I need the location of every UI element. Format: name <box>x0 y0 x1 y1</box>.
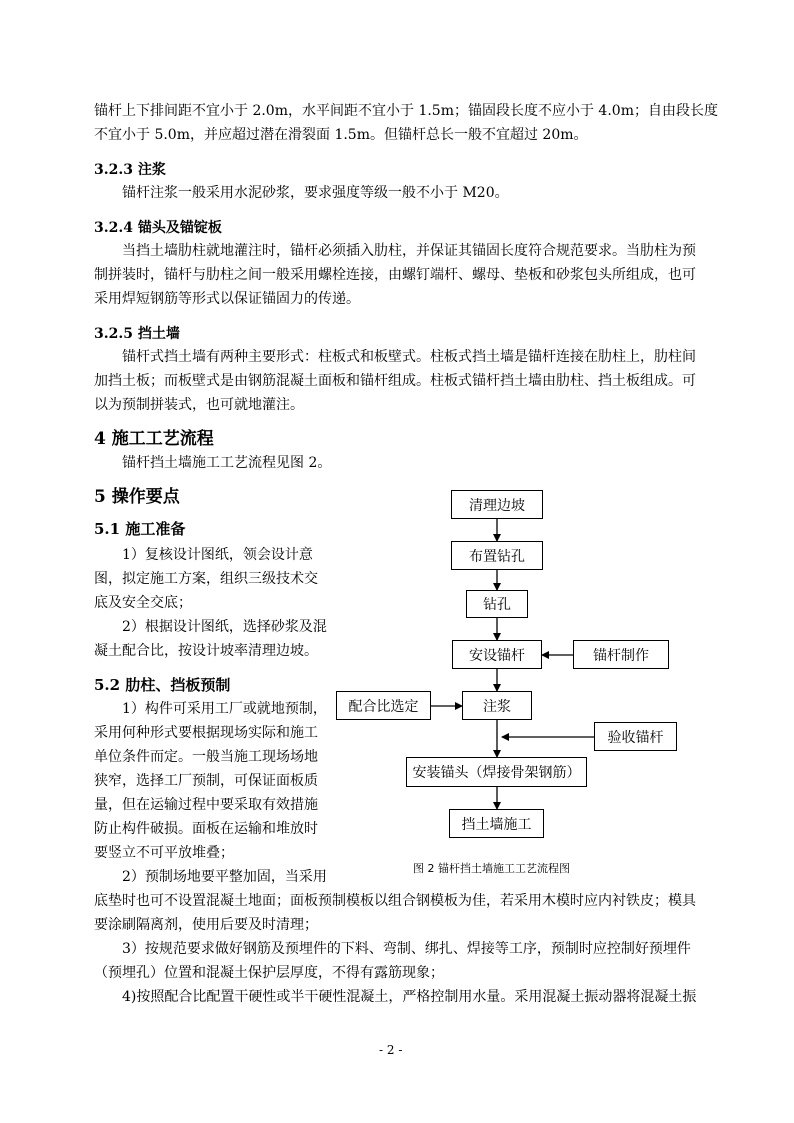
paragraph-line: 底垫时也可不设置混凝土地面；面板预制模板以组合钢模板为佳，若采用木模时应内衬铁皮；模具 <box>94 893 696 909</box>
paragraph-line: 要竖立不可平放堆叠； <box>94 845 234 861</box>
section-heading-3-2-5: 3.2.5 挡土墙 <box>94 326 180 342</box>
section-heading-5-2: 5.2 肋柱、挡板预制 <box>94 676 231 694</box>
paragraph-line: 采用焊短钢筋等形式以保证锚固力的传递。 <box>94 291 360 307</box>
paragraph-line: 采用何种形式要根据现场实际和施工 <box>94 725 318 741</box>
paragraph-line: 图，拟定施工方案，组织三级技术交 <box>94 571 318 587</box>
paragraph-line: 单位条件而定。一般当施工现场场地 <box>94 749 318 765</box>
paragraph-line: 4)按照配合比配置干硬性或半干硬性混凝土，严格控制用水量。采用混凝土振动器将混凝土振 <box>122 989 697 1005</box>
paragraph-line: 狭窄，选择工厂预制，可保证面板质 <box>94 773 318 789</box>
section-heading-3-2-3: 3.2.3 注浆 <box>94 162 166 178</box>
paragraph-line: 以为预制拼装式，也可就地灌注。 <box>94 397 304 413</box>
paragraph-line: 锚杆挡土墙施工工艺流程见图 2。 <box>122 455 332 471</box>
flow-step-install-anchor-head: 安装锚头（焊接骨架钢筋） <box>406 757 587 787</box>
page-number: - 2 - <box>379 1043 403 1057</box>
paragraph-line: 防止构件破损。面板在运输和堆放时 <box>94 821 318 837</box>
flow-input-mix-ratio: 配合比选定 <box>336 691 431 720</box>
section-heading-4: 4 施工工艺流程 <box>94 429 214 449</box>
paragraph-line: 要涂刷隔离剂，使用后要及时清理； <box>94 917 318 933</box>
paragraph-line: 底及安全交底； <box>94 595 192 611</box>
paragraph-line: 锚杆注浆一般采用水泥砂浆，要求强度等级一般不小于 M20。 <box>122 185 509 201</box>
flow-step-install-anchor: 安设锚杆 <box>452 640 542 669</box>
flow-input-anchor-acceptance: 验收锚杆 <box>594 722 677 751</box>
paragraph-line: 不宜小于 5.0m，并应超过潜在滑裂面 1.5m。但锚杆总长一般不宜超过 20m。 <box>94 127 588 143</box>
paragraph-line: 加挡土板；而板壁式是由钢筋混凝土面板和锚杆组成。柱板式锚杆挡土墙由肋柱、挡土板组成。可 <box>94 373 696 389</box>
paragraph-line: 1）构件可采用工厂或就地预制， <box>122 701 327 717</box>
paragraph-line: 3）按规范要求做好钢筋及预埋件的下料、弯制、绑扎、焊接等工序，预制时应控制好预埋件 <box>122 941 691 957</box>
section-heading-5-1: 5.1 施工准备 <box>94 520 186 538</box>
flow-step-grouting: 注浆 <box>462 691 532 720</box>
paragraph-line: 锚杆式挡土墙有两种主要形式：柱板式和板壁式。柱板式挡土墙是锚杆连接在肋柱上，肋柱间 <box>122 349 696 365</box>
paragraph-line: 1）复核设计图纸，领会设计意 <box>122 547 313 563</box>
paragraph-line: （预埋孔）位置和混凝土保护层厚度，不得有露筋现象； <box>94 965 444 981</box>
flow-step-retaining-wall-construction: 挡土墙施工 <box>449 809 544 838</box>
flow-step-arrange-drill-holes: 布置钻孔 <box>451 541 543 570</box>
paragraph-line: 制拼装时，锚杆与肋柱之间一般采用螺栓连接，由螺钉端杆、螺母、垫板和砂浆包头所组成，也可 <box>94 267 696 283</box>
section-heading-3-2-4: 3.2.4 锚头及锚锭板 <box>94 220 222 236</box>
paragraph-line: 当挡土墙肋柱就地灌注时，锚杆必须插入肋柱，并保证其锚固长度符合规范要求。当肋柱为预 <box>122 243 696 259</box>
paragraph-line: 2）根据设计图纸，选择砂浆及混 <box>122 619 327 635</box>
paragraph-line: 凝土配合比，按设计坡率清理边坡。 <box>94 643 318 659</box>
section-heading-5: 5 操作要点 <box>94 487 180 507</box>
flow-step-drilling: 钻孔 <box>466 590 528 618</box>
paragraph-line: 2）预制场地要平整加固，当采用 <box>122 869 327 885</box>
flow-step-clear-slope: 清理边坡 <box>451 490 543 519</box>
flow-input-anchor-making: 锚杆制作 <box>573 640 669 669</box>
paragraph-line: 锚杆上下排间距不宜小于 2.0m，水平间距不宜小于 1.5m；锚固段长度不应小于 4.0m；自由段长度 <box>94 103 718 119</box>
paragraph-line: 量，但在运输过程中要采取有效措施 <box>94 797 318 813</box>
figure-caption: 图 2 锚杆挡土墙施工工艺流程图 <box>413 862 570 875</box>
